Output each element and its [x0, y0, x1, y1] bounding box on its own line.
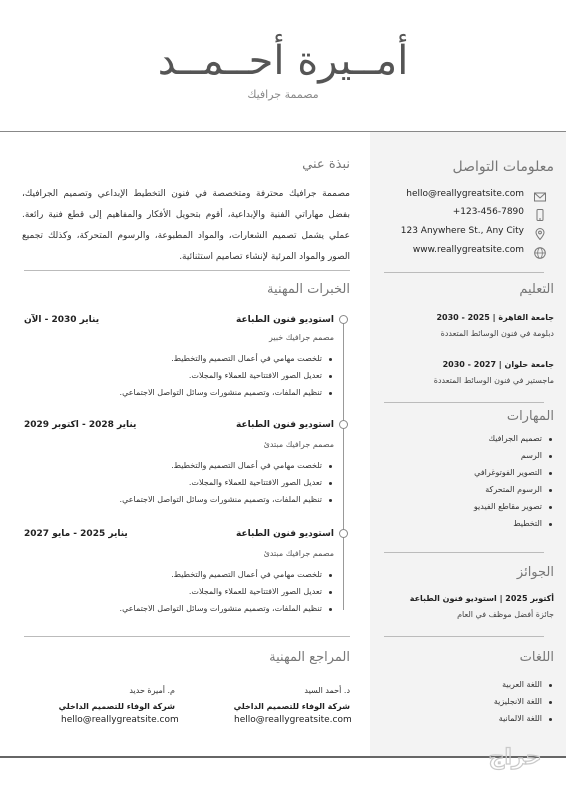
section-divider	[24, 636, 350, 637]
list-item: تلخصت مهامي في أعمال التصميم والتخطيط.	[120, 461, 334, 470]
reference-email[interactable]: hello@reallygreatsite.com	[234, 715, 352, 725]
watermark-text: حراج	[488, 745, 542, 770]
experience-company: استوديو فنون الطباعة	[236, 420, 334, 430]
experience-duties	[120, 461, 334, 512]
location-pin-icon	[534, 228, 546, 240]
list-item: تصوير مقاطع الفيديو	[474, 502, 554, 511]
list-item: تنظيم الملفات، وتصميم منشورات وسائل التواصل الاجتماعي.	[120, 388, 334, 397]
experience-role: مصمم جرافيك مبتدئ	[263, 549, 334, 558]
list-item: التصوير الفوتوغرافي	[474, 468, 554, 477]
skills-title: المهارات	[506, 409, 554, 424]
globe-icon	[534, 247, 546, 259]
list-item: الرسم	[474, 451, 554, 460]
phone-icon	[534, 209, 546, 221]
timeline-dot	[339, 315, 348, 324]
section-divider	[384, 402, 544, 403]
contact-website[interactable]	[384, 245, 554, 261]
reference-email[interactable]: hello@reallygreatsite.com	[61, 715, 179, 725]
references-title: المراجع المهنية	[269, 650, 350, 665]
envelope-icon	[534, 191, 546, 203]
contact-email[interactable]	[384, 189, 554, 205]
contact-address	[384, 226, 554, 242]
education-title: التعليم	[519, 282, 554, 297]
reference-company: شركة الوفاء للتصميم الداخلي	[58, 702, 175, 711]
languages-list	[494, 680, 554, 731]
list-item: تنظيم الملفات، وتصميم منشورات وسائل التواصل الاجتماعي.	[120, 495, 334, 504]
experience-title: الخبرات المهنية	[267, 282, 350, 297]
person-name: أمــيرة أحــمــد	[157, 38, 409, 84]
list-item: تصميم الجرافيك	[474, 434, 554, 443]
experience-role: مصمم جرافيك خبير	[268, 333, 334, 342]
list-item: تعديل الصور الافتتاحية للعملاء والمجلات.	[120, 371, 334, 380]
languages-title: اللغات	[519, 650, 554, 665]
about-text: مصممة جرافيك محترفة ومتخصصة في فنون التخطيط الإبداعي وتصميم الجرافيك، بفضل مهاراتي الفنية والإبداعية، أقوم بتحويل الأفكار والمفاهيم إلى قطع فنية رائعة. عملي يشمل تصميم الشعارات، والمواد المطبوعة، والرسوم المتحركة، وكذلك تجميع الصور والمواد المرئية لإنشاء تصاميم استثنائية.	[22, 189, 350, 262]
section-divider	[384, 552, 544, 553]
list-item: الرسوم المتحركة	[474, 485, 554, 494]
education-desc: دبلومة في فنون الوسائط المتعددة	[440, 329, 554, 338]
list-item: التخطيط	[474, 519, 554, 528]
section-divider	[24, 270, 350, 271]
list-item: اللغة العربية	[494, 680, 554, 689]
experience-duties	[120, 570, 334, 621]
watermark-logo	[470, 738, 560, 778]
contact-phone[interactable]	[384, 207, 554, 223]
email-text: hello@reallygreatsite.com	[406, 189, 524, 199]
list-item: تلخصت مهامي في أعمال التصميم والتخطيط.	[120, 354, 334, 363]
education-desc: ماجستير في فنون الوسائط المتعددة	[433, 376, 554, 385]
experience-company: استوديو فنون الطباعة	[236, 315, 334, 325]
section-divider	[384, 636, 544, 637]
list-item: تعديل الصور الافتتاحية للعملاء والمجلات.	[120, 478, 334, 487]
experience-duties	[120, 354, 334, 405]
timeline-dot	[339, 420, 348, 429]
timeline-line	[343, 320, 344, 610]
experience-company: استوديو فنون الطباعة	[236, 529, 334, 539]
education-heading: جامعة حلوان | 2027 - 2030	[442, 360, 554, 369]
experience-date: يناير 2025 - مايو 2027	[24, 529, 128, 539]
reference-company: شركة الوفاء للتصميم الداخلي	[233, 702, 350, 711]
phone-text: +123-456-7890	[452, 207, 524, 217]
resume-header	[0, 0, 566, 132]
timeline-dot	[339, 529, 348, 538]
list-item: تنظيم الملفات، وتصميم منشورات وسائل التواصل الاجتماعي.	[120, 604, 334, 613]
reference-name: د. أحمد السيد	[304, 686, 350, 695]
person-role: مصممة جرافيك	[247, 88, 319, 101]
list-item: اللغة الانجليزية	[494, 697, 554, 706]
list-item: اللغة الالمانية	[494, 714, 554, 723]
about-title: نبذة عني	[302, 157, 350, 172]
experience-date: يناير 2028 - اكتوبر 2029	[24, 420, 137, 430]
website-text: www.reallygreatsite.com	[412, 245, 524, 255]
experience-role: مصمم جرافيك مبتدئ	[263, 440, 334, 449]
contact-title: معلومات التواصل	[452, 159, 554, 175]
list-item: تلخصت مهامي في أعمال التصميم والتخطيط.	[120, 570, 334, 579]
awards-title: الجوائز	[516, 565, 554, 580]
award-heading: أكتوبر 2025 | استوديو فنون الطباعة	[409, 594, 554, 603]
list-item: تعديل الصور الافتتاحية للعملاء والمجلات.	[120, 587, 334, 596]
section-divider	[384, 272, 544, 273]
award-desc: جائزة أفضل موظف في العام	[457, 610, 554, 619]
reference-name: م. أميرة حديد	[129, 686, 175, 695]
experience-date: يناير 2030 - الآن	[24, 315, 100, 325]
address-text: 123 Anywhere St., Any City	[400, 226, 524, 236]
skills-list	[474, 434, 554, 536]
education-heading: جامعة القاهرة | 2025 - 2030	[436, 313, 554, 322]
